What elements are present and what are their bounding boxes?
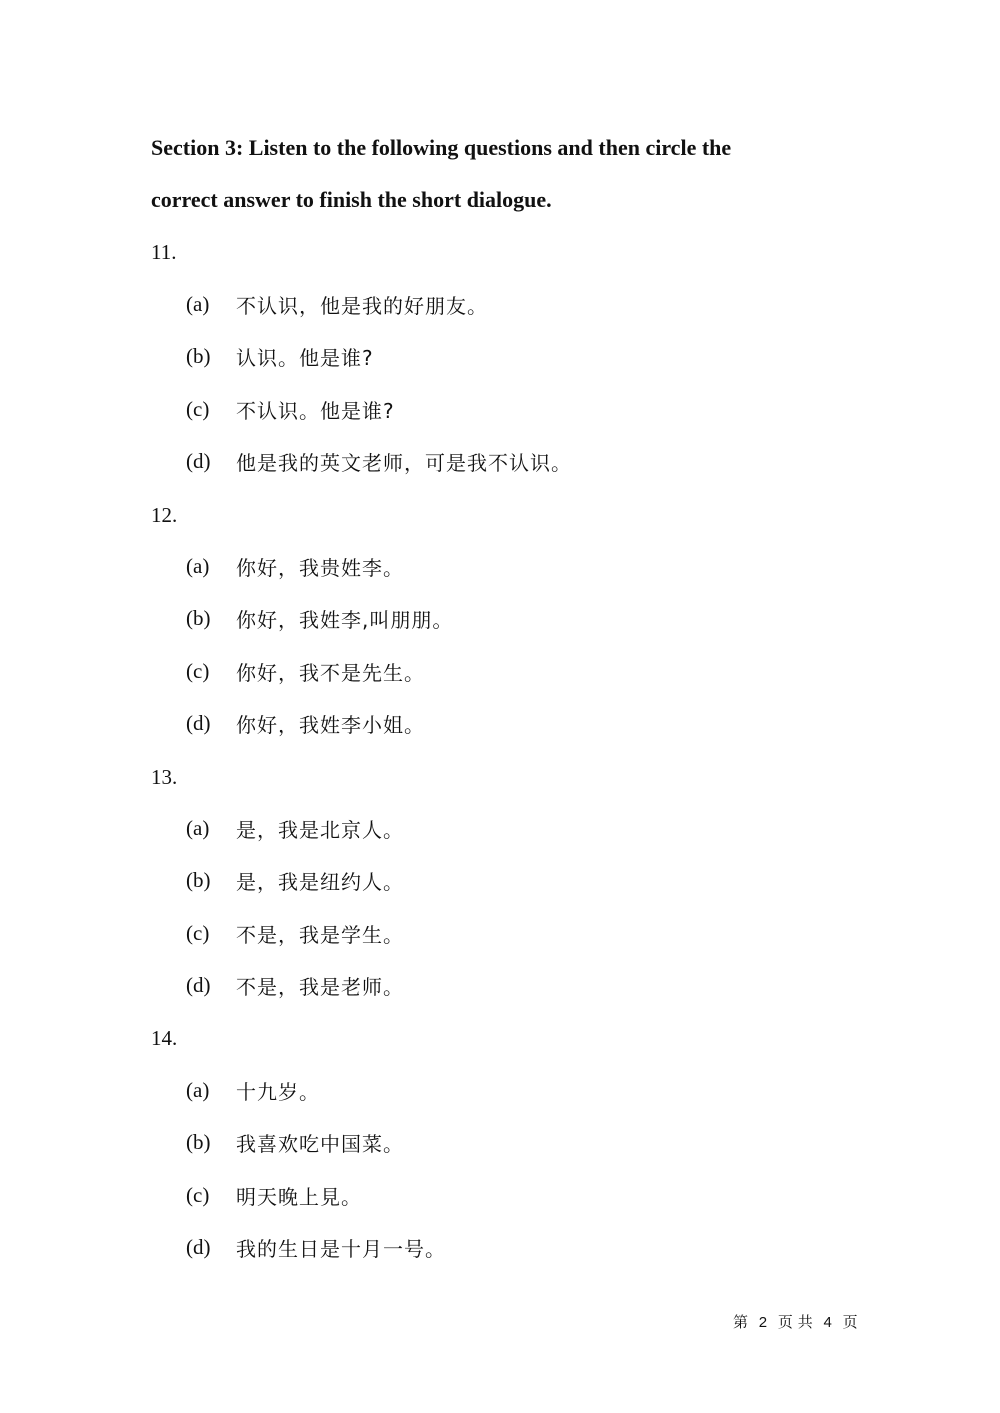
option-text: 不认识，他是我的好朋友。 [236, 293, 488, 318]
question-number-11: 11. [151, 240, 177, 264]
question-13-option-a [186, 813, 404, 843]
question-12-option-c [186, 656, 425, 686]
question-11-option-c [186, 394, 395, 424]
question-11-option-a [186, 289, 488, 319]
footer-total-pages: 4 [823, 1314, 832, 1331]
option-text: 你好，我贵姓李。 [236, 555, 404, 580]
option-text: 十九岁。 [236, 1079, 320, 1104]
option-text: 你好，我不是先生。 [236, 660, 425, 685]
question-14-option-a [186, 1075, 320, 1105]
option-label: (a) [186, 815, 210, 840]
question-13-option-b [186, 865, 404, 895]
option-label: (c) [186, 396, 210, 421]
option-label: (a) [186, 291, 210, 316]
question-number-13: 13. [151, 765, 178, 789]
question-13-option-d [186, 970, 404, 1000]
question-12-option-b [186, 603, 453, 633]
option-text: 我喜欢吃中国菜。 [236, 1131, 404, 1156]
footer-prefix: 第 [733, 1313, 749, 1331]
option-text: 我的生日是十月一号。 [236, 1236, 446, 1261]
option-text: 是，我是纽约人。 [236, 869, 404, 894]
question-14-option-b [186, 1127, 404, 1157]
option-text: 他是我的英文老师，可是我不认识。 [236, 450, 572, 475]
option-label: (a) [186, 1077, 210, 1102]
question-12-option-a [186, 551, 404, 581]
option-label: (b) [186, 1129, 211, 1154]
question-number-14: 14. [151, 1026, 178, 1050]
question-13-option-c [186, 918, 404, 948]
option-text: 你好，我姓李,叫朋朋。 [236, 607, 454, 632]
question-14-option-c [186, 1180, 362, 1210]
option-label: (c) [186, 920, 210, 945]
question-11-option-b [186, 341, 374, 371]
option-label: (d) [186, 710, 211, 735]
option-text: 你好，我姓李小姐。 [236, 712, 425, 737]
option-text: 认识。他是谁? [236, 345, 374, 370]
option-text: 不认识。他是谁? [236, 398, 395, 423]
option-label: (b) [186, 343, 211, 368]
option-label: (d) [186, 1234, 211, 1259]
option-label: (a) [186, 553, 210, 578]
footer-middle: 页 共 [777, 1313, 813, 1331]
option-text: 明天晚上見。 [236, 1184, 362, 1209]
option-label: (d) [186, 972, 211, 997]
footer-suffix: 页 [842, 1313, 858, 1331]
section-title-line-2: correct answer to finish the short dialogue. [151, 187, 552, 212]
option-label: (b) [186, 867, 211, 892]
option-label: (c) [186, 658, 210, 683]
question-11-option-d [186, 446, 572, 476]
option-label: (b) [186, 605, 211, 630]
section-title-line-1: Section 3: Listen to the following questions and then circle the [151, 135, 732, 160]
option-text: 是，我是北京人。 [236, 817, 404, 842]
question-14-option-d [186, 1232, 446, 1262]
question-12-option-d [186, 708, 425, 738]
option-label: (d) [186, 448, 211, 473]
question-number-12: 12. [151, 503, 178, 527]
option-text: 不是，我是老师。 [236, 974, 404, 999]
option-label: (c) [186, 1182, 210, 1207]
footer-page-number: 2 [758, 1314, 768, 1331]
option-text: 不是，我是学生。 [236, 922, 404, 947]
page-footer [733, 1311, 864, 1332]
